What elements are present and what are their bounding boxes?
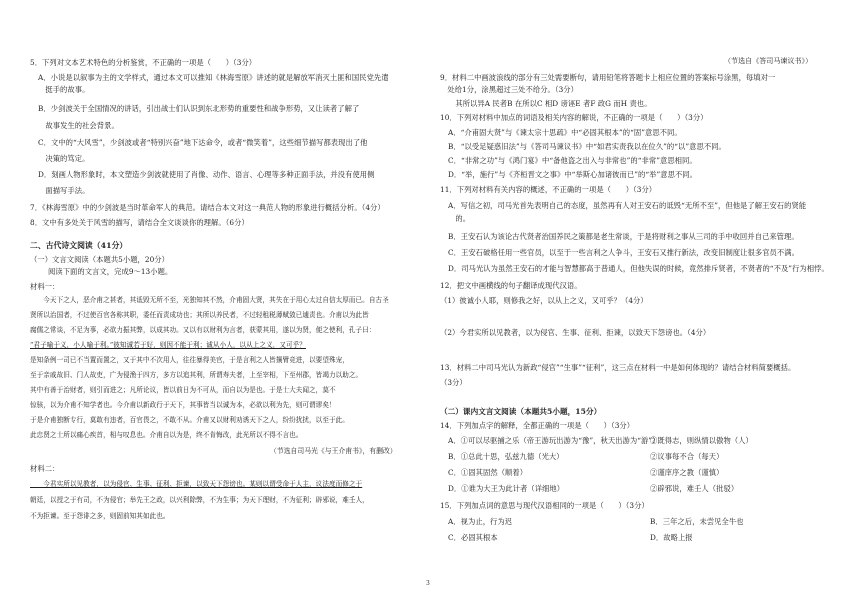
material1-line: 此忠贤之士所以痛心疾首，相与叹息也。介甫自以为是，终不肯悔改，此光所以不得不言也。 bbox=[30, 431, 303, 439]
material1-line: 至于亲戚故旧、门人故吏，广为侵渔于四方，多方以追其利，所谓寿夫者，上至宰相，下至州郡，皆竭力以助之。 bbox=[30, 371, 363, 379]
material1-title: 材料一： bbox=[30, 282, 60, 291]
q5-option-b-line2: 故事发生的社会背景。 bbox=[38, 121, 119, 130]
q10-option-a: A．“介甫固大贤”与《谏太宗十思疏》中“必固其根本”的“固”意思不同。 bbox=[448, 128, 682, 137]
material1-line: 贤所以治国者，不过使百官各称其职，委任而责成功也；其所以养民者，不过轻租税薄赋敛已逋责也。介甫以为此皆 bbox=[30, 311, 369, 319]
q14-option-b-2: ②议事每不合（每天） bbox=[650, 452, 724, 461]
q10-option-c: C．“非常之功”与《鸿门宴》中“备他盗之出入与非常也”的“非常”意思相同。 bbox=[448, 156, 697, 165]
q14-stem: 14．下列加点字的解释，全都正确的一项是（ ）（3分） bbox=[440, 421, 635, 430]
material1-line: 其中有善于治财者，则引而进之；凡所论议，皆以前日为不可从，而自以为是也。于是士大夫闻之，莫不 bbox=[30, 386, 336, 394]
q5-option-a-line1: A．小说是以叙事为主的文学样式，通过本文可以推知《林海雪原》讲述的就是解放军消灭土匪和国民党先遣 bbox=[38, 73, 389, 82]
q11-option-c: C．王安石破格任用一些官员，以至于一些言利之人争斗，王安石又推行新法，改变旧制度让很多官员不满。 bbox=[448, 248, 799, 257]
q14-option-d-1: D．①谁为大王为此计者（详细地） bbox=[448, 484, 565, 493]
q14-option-c-1: C．①固其固然（顺着） bbox=[448, 468, 528, 477]
q13-stem-line1: 13．材料二中司马光认为新政“侵官”“生事”“征利”，这三点在材料一中是如何体现的？请结合材料简要概括。 bbox=[440, 363, 796, 372]
q10-option-b: B．“以受足疑惑旧法”与《答司马谏议书》中“如君实责我以在位久”的“以”意思不同。 bbox=[448, 142, 726, 151]
material2-line: 朝廷，以授之于有司，不为侵官；举先王之政，以兴利除弊，不为生事；为天下理财，不为征利；辟邪说，难壬人， bbox=[30, 496, 369, 504]
q12-sentence1: （1）彼诚小人耶，则修我之好，以从上之义，又可乎？（4分） bbox=[440, 296, 648, 305]
q7-stem: 7．《林海雪原》中的少剑波是当时革命军人的典范。请结合本文对这一典范人物的形象进行概括分析。（4分） bbox=[30, 203, 385, 212]
material2-title: 材料二： bbox=[30, 464, 60, 473]
q5-option-c-line1: C．文中的“大风雪”，少剑波或者“特别兴奋”地下达命令，或者“微笑着”，这些细节描写都表现出了他 bbox=[38, 138, 368, 147]
q10-stem: 10．下列对材料中加点的词语及相关内容的解说，不正确的一项是（ ）（3分） bbox=[440, 113, 708, 122]
q15-option-d: D．故略上报 bbox=[650, 533, 693, 542]
material1-line-underlined: “君子喻于义，小人喻于利。”彼知诚若于好，则因不能于利；诚从小人，以从上之义，又可乎？ bbox=[30, 341, 306, 349]
q5-option-a-line2: 挺手的故事。 bbox=[38, 85, 90, 94]
section2-sub2: 阅读下面的文言文，完成9～13小题。 bbox=[48, 267, 173, 276]
material1-line: 于是介甫独断专行，莫敢有违者，百官畏之，不敢不从。介甫又以财利劝诱天下之人，纷纷扰扰，以至于此。 bbox=[30, 416, 349, 424]
q11-option-d: D．司马光认为虽然王安石的才能与智慧都高于普通人，但他失误的时候，竟然排斥贤者，不贤者的“不及”行为相悖。 bbox=[448, 264, 829, 273]
page-number: 3 bbox=[426, 580, 430, 587]
q14-option-d-2: ②辟邪说，难壬人（批驳） bbox=[650, 484, 739, 493]
q15-option-b: B．三年之后，未尝见全牛也 bbox=[650, 517, 744, 526]
q15-stem: 15．下列加点词的意思与现代汉语相同的一项是（ ）（3分） bbox=[440, 501, 649, 510]
q9-stem-line2: 处给1分，涂黑超过三处不给分。（3分） bbox=[440, 85, 578, 94]
q14-option-a-2: ②既得志，则纵情以傲物（人） bbox=[650, 436, 753, 445]
q11-option-a-line2: 的。 bbox=[448, 214, 471, 223]
q14-option-c-2: ②谨庠序之教（谨慎） bbox=[650, 468, 724, 477]
q11-stem: 11．下列对材料有关内容的概述，不正确的一项是（ ）（3分） bbox=[440, 185, 657, 194]
q8-stem: 8．文中有多处关于风雪的描写，请结合全文谈谈你的理解。（6分） bbox=[30, 218, 249, 227]
material1-line: 今天下之人，恶介甫之甚者，其诋毁无所不至，光独知其不然，介甫固大贤，其失在于用心太过自信太厚而已。自古圣 bbox=[30, 296, 389, 304]
q10-option-d: D．“举，施行”与《齐桓晋文之事》中“举斯心加诸彼而已”的“举”意思不同。 bbox=[448, 170, 697, 179]
q15-option-c: C．必固其根本 bbox=[448, 533, 498, 542]
q11-option-a-line1: A．写信之初，司马光首先表明自己的态度，虽然再有人对王安石的诋毁“无所不至”，但他是了解王安石的贤能 bbox=[448, 201, 807, 210]
q9-stem-line1: 9．材料二中画波浪线的部分有三处需要断句，请用铅笔将答题卡上相应位置的答案标号涂黑，每填对一 bbox=[440, 73, 776, 82]
q13-stem-line2: （3分） bbox=[440, 378, 467, 387]
material1-line: 是知条例一司已不当置而置之，又于其中不次用人，往往暴得美官，于是言利之人皆攘臂竞进，以要望殊宠， bbox=[30, 356, 349, 364]
q12-sentence2: （2）今君实所以见教者，以为侵官、生事、征利、拒谏，以致天下怨谤也。（4分） bbox=[440, 328, 711, 337]
q12-stem: 12．把文中画横线的句子翻译成现代汉语。 bbox=[440, 281, 582, 290]
q5-option-d-line1: D．刻画人物形象时，本文塑造少剑波就使用了肖像、动作、语言、心理等多种正面手法，并没有使用侧 bbox=[38, 170, 375, 179]
material1-line: 腐儒之常谈，不足为事，必欲力振其弊，以成其功。又以有以财利为言者，获蒙其用，遂以为贤，便之使利，孔子曰： bbox=[30, 326, 376, 334]
material1-line: 惊骇，以为介甫不知学者也。今介甫以新政行于天下，其事皆当以诚为本，必欲以利为先，则可谓谬矣！ bbox=[30, 401, 336, 409]
material2-line-underlined: 今君实所以见教者，以为侵官、生事、征利、拒谏，以致天下怨谤也。某则以谓受命于人主，议法度而修之于 bbox=[30, 480, 363, 488]
q14-option-a-1: A．①可以尽驱捕之乐（帝王游玩出游为“豫”，秋天出游为“游”） bbox=[448, 436, 660, 445]
q5-option-c-line2: 决策的笃定。 bbox=[38, 154, 90, 163]
q9-sentence: 其所以异A 民者B 在所以C 相D 谤诬E 者F 政G 而H 责也。 bbox=[448, 99, 652, 108]
q5-option-b-line1: B．少剑波关于全国情况的讲话，引出战士们认识到东北形势的重要性和战争形势，又让读者了解了 bbox=[38, 104, 360, 113]
section2-title: 二、古代诗文阅读（41分） bbox=[30, 241, 128, 250]
q5-stem: 5．下列对文本艺术特色的分析鉴赏，不正确的一项是（ ）（3分） bbox=[30, 58, 257, 67]
q5-option-d-line2: 面描写手法。 bbox=[38, 186, 90, 195]
q15-option-a: A．视为止，行为迟 bbox=[448, 517, 513, 526]
q11-option-b: B．王安石认为该论古代贤者治国养民之策都是老生常谈，于是将财利之事从三司的手中收回并自己来管理。 bbox=[448, 232, 799, 241]
material2-line: 不为拒谏。至于怨诽之多，则固前知其如此也。 bbox=[30, 512, 170, 520]
material1-source: （节选自司马光《与王介甫书》，有删改） bbox=[270, 447, 397, 455]
q14-option-b-1: B．①总此十思，弘兹九德（光大） bbox=[448, 452, 564, 461]
section2-sub1: （一）文言文阅读（本题共5小题，20分） bbox=[30, 255, 169, 264]
section3-title: （二）课内文言文阅读（本题共5小题，15分） bbox=[440, 407, 602, 416]
right-header-source: （节选自《答司马谏议书》） bbox=[724, 57, 813, 65]
